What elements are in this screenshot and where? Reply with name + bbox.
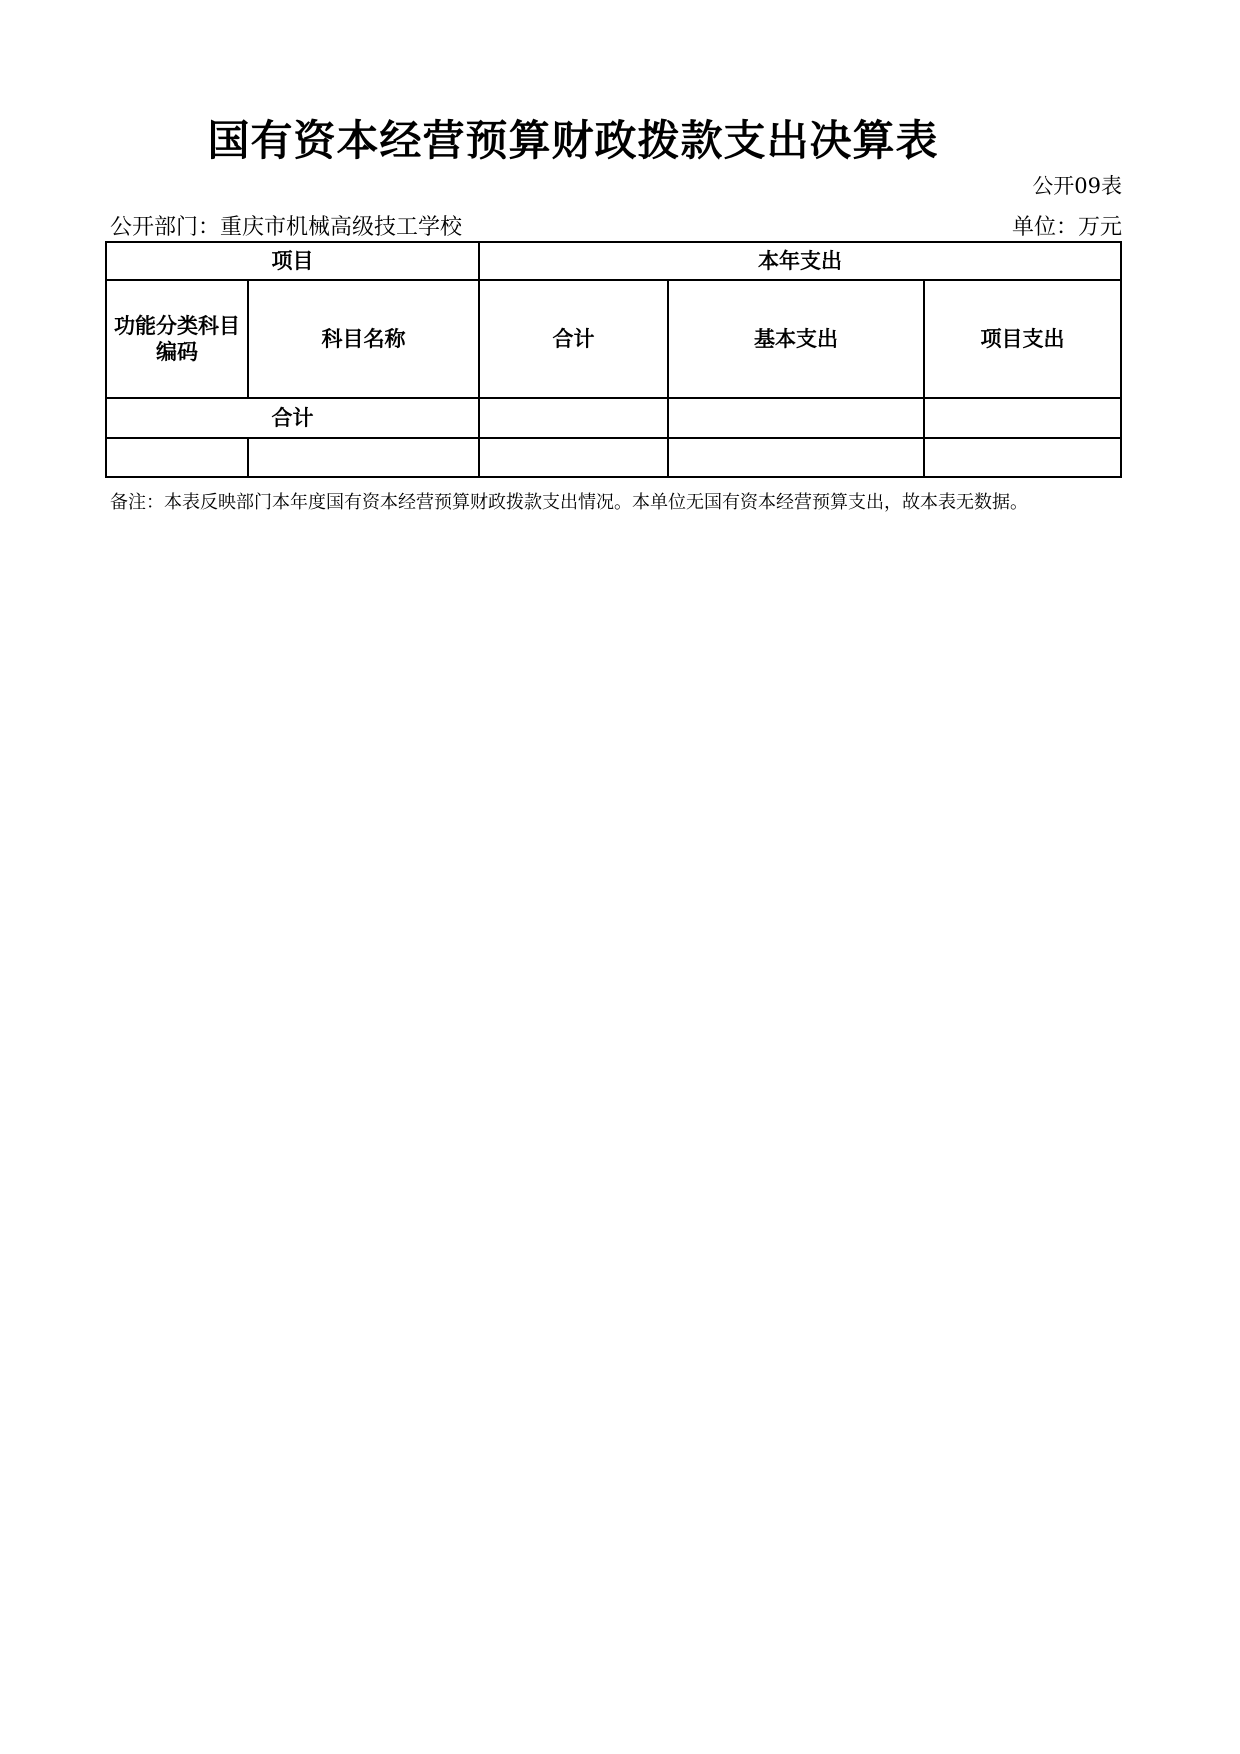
table-cell [668, 438, 924, 477]
col-basic-expense: 基本支出 [668, 280, 924, 398]
table-cell [248, 438, 479, 477]
footnote: 备注：本表反映部门本年度国有资本经营预算财政拨款支出情况。本单位无国有资本经营预算支出，故本表无数据。 [110, 492, 1028, 513]
header-project: 项目 [106, 242, 479, 280]
header-current-year: 本年支出 [479, 242, 1121, 280]
table-cell [479, 438, 668, 477]
project-value [924, 398, 1121, 438]
page-title: 国有资本经营预算财政拨款支出决算表 [207, 116, 939, 165]
department-label: 公开部门：重庆市机械高级技工学校 [110, 215, 463, 240]
col-total: 合计 [479, 280, 668, 398]
table-cell [924, 438, 1121, 477]
form-code: 公开09表 [1032, 174, 1122, 198]
col-project-expense: 项目支出 [924, 280, 1121, 398]
total-value [479, 398, 668, 438]
col-function-code: 功能分类科目编码 [106, 280, 248, 398]
col-subject-name: 科目名称 [248, 280, 479, 398]
table-row [106, 438, 1121, 477]
budget-table [105, 241, 1122, 478]
table-header-row [106, 242, 1121, 280]
table-total-row [106, 398, 1121, 438]
table-subheader-row [106, 280, 1121, 398]
total-row-label: 合计 [106, 398, 479, 438]
basic-value [668, 398, 924, 438]
table-cell [106, 438, 248, 477]
unit-label: 单位：万元 [1011, 215, 1122, 240]
